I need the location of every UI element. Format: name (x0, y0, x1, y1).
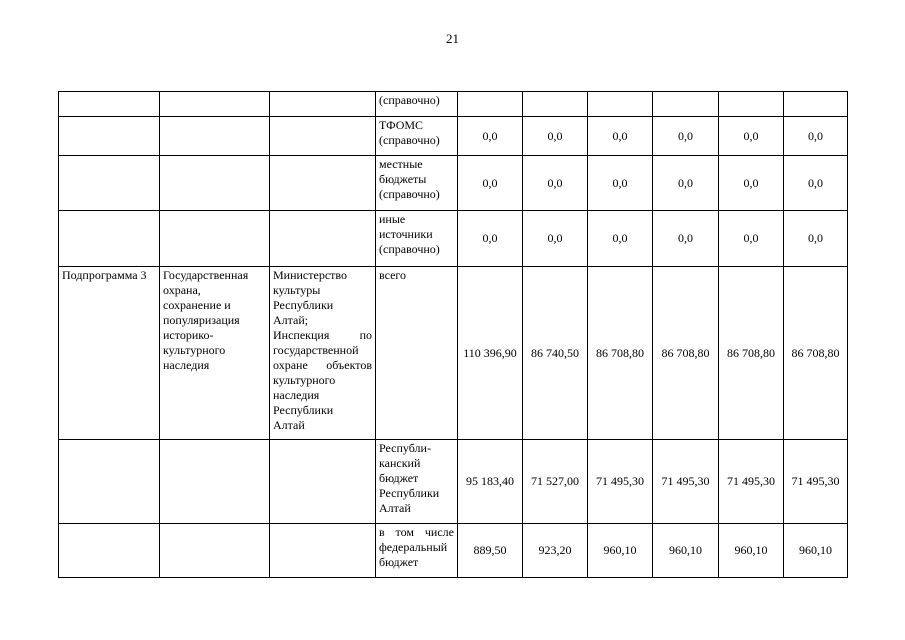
executor-cell (270, 92, 376, 117)
name-cell (160, 156, 270, 211)
value-cell: 71 495,30 (653, 440, 719, 524)
value-cell: 86 708,80 (784, 267, 848, 440)
value-cell: 0,0 (588, 156, 653, 211)
value-cell: 960,10 (588, 524, 653, 578)
table-row (59, 440, 848, 524)
name-cell (160, 524, 270, 578)
value-cell (458, 92, 523, 117)
value-cell: 0,0 (719, 156, 784, 211)
funding-source-cell: местные бюджеты (справочно) (376, 156, 458, 211)
program-cell (59, 92, 160, 117)
funding-source-cell: иные источники (справочно) (376, 211, 458, 267)
table-row (59, 267, 848, 440)
name-cell (160, 440, 270, 524)
name-cell: Государственная охрана, сохранение и популяризация историко- культурного наследия (160, 267, 270, 440)
funding-source-cell: в том числе федеральный бюджет (376, 524, 458, 578)
table-row (59, 211, 848, 267)
executor-cell (270, 524, 376, 578)
value-cell: 960,10 (719, 524, 784, 578)
value-cell (719, 92, 784, 117)
value-cell: 0,0 (523, 117, 588, 156)
program-cell (59, 211, 160, 267)
value-cell: 0,0 (458, 211, 523, 267)
value-cell (523, 92, 588, 117)
value-cell: 0,0 (653, 211, 719, 267)
value-cell: 95 183,40 (458, 440, 523, 524)
value-cell: 923,20 (523, 524, 588, 578)
value-cell: 86 708,80 (588, 267, 653, 440)
program-cell (59, 524, 160, 578)
funding-source-cell: Республи- канский бюджет Республики Алтай (376, 440, 458, 524)
value-cell: 0,0 (653, 117, 719, 156)
table-row (59, 92, 848, 117)
program-cell (59, 156, 160, 211)
value-cell: 86 708,80 (719, 267, 784, 440)
funding-source-cell: всего (376, 267, 458, 440)
value-cell: 0,0 (523, 156, 588, 211)
budget-table (58, 91, 848, 578)
value-cell (784, 92, 848, 117)
value-cell: 0,0 (653, 156, 719, 211)
value-cell: 0,0 (719, 211, 784, 267)
value-cell: 889,50 (458, 524, 523, 578)
program-cell (59, 117, 160, 156)
value-cell: 71 495,30 (784, 440, 848, 524)
value-cell: 0,0 (784, 211, 848, 267)
value-cell: 71 495,30 (588, 440, 653, 524)
value-cell: 86 708,80 (653, 267, 719, 440)
table-row (59, 117, 848, 156)
value-cell: 110 396,90 (458, 267, 523, 440)
funding-source-cell: ТФОМС (справочно) (376, 117, 458, 156)
table-row (59, 524, 848, 578)
value-cell: 0,0 (458, 156, 523, 211)
value-cell: 0,0 (588, 117, 653, 156)
value-cell: 86 740,50 (523, 267, 588, 440)
value-cell (653, 92, 719, 117)
value-cell: 0,0 (719, 117, 784, 156)
executor-cell (270, 211, 376, 267)
value-cell: 960,10 (653, 524, 719, 578)
name-cell (160, 92, 270, 117)
table-row (59, 156, 848, 211)
name-cell (160, 211, 270, 267)
name-cell (160, 117, 270, 156)
executor-cell (270, 117, 376, 156)
program-cell: Подпрограмма 3 (59, 267, 160, 440)
value-cell: 960,10 (784, 524, 848, 578)
value-cell: 0,0 (588, 211, 653, 267)
value-cell (588, 92, 653, 117)
executor-cell (270, 440, 376, 524)
value-cell: 0,0 (458, 117, 523, 156)
program-cell (59, 440, 160, 524)
value-cell: 71 495,30 (719, 440, 784, 524)
executor-cell (270, 156, 376, 211)
funding-source-cell: (справочно) (376, 92, 458, 117)
value-cell: 71 527,00 (523, 440, 588, 524)
value-cell: 0,0 (784, 156, 848, 211)
value-cell: 0,0 (784, 117, 848, 156)
page-number: 21 (446, 31, 459, 46)
executor-cell: Министерство культуры Республики Алтай; Инспекция по государственной охране объектов культурного наследия Республики Алтай (270, 267, 376, 440)
value-cell: 0,0 (523, 211, 588, 267)
